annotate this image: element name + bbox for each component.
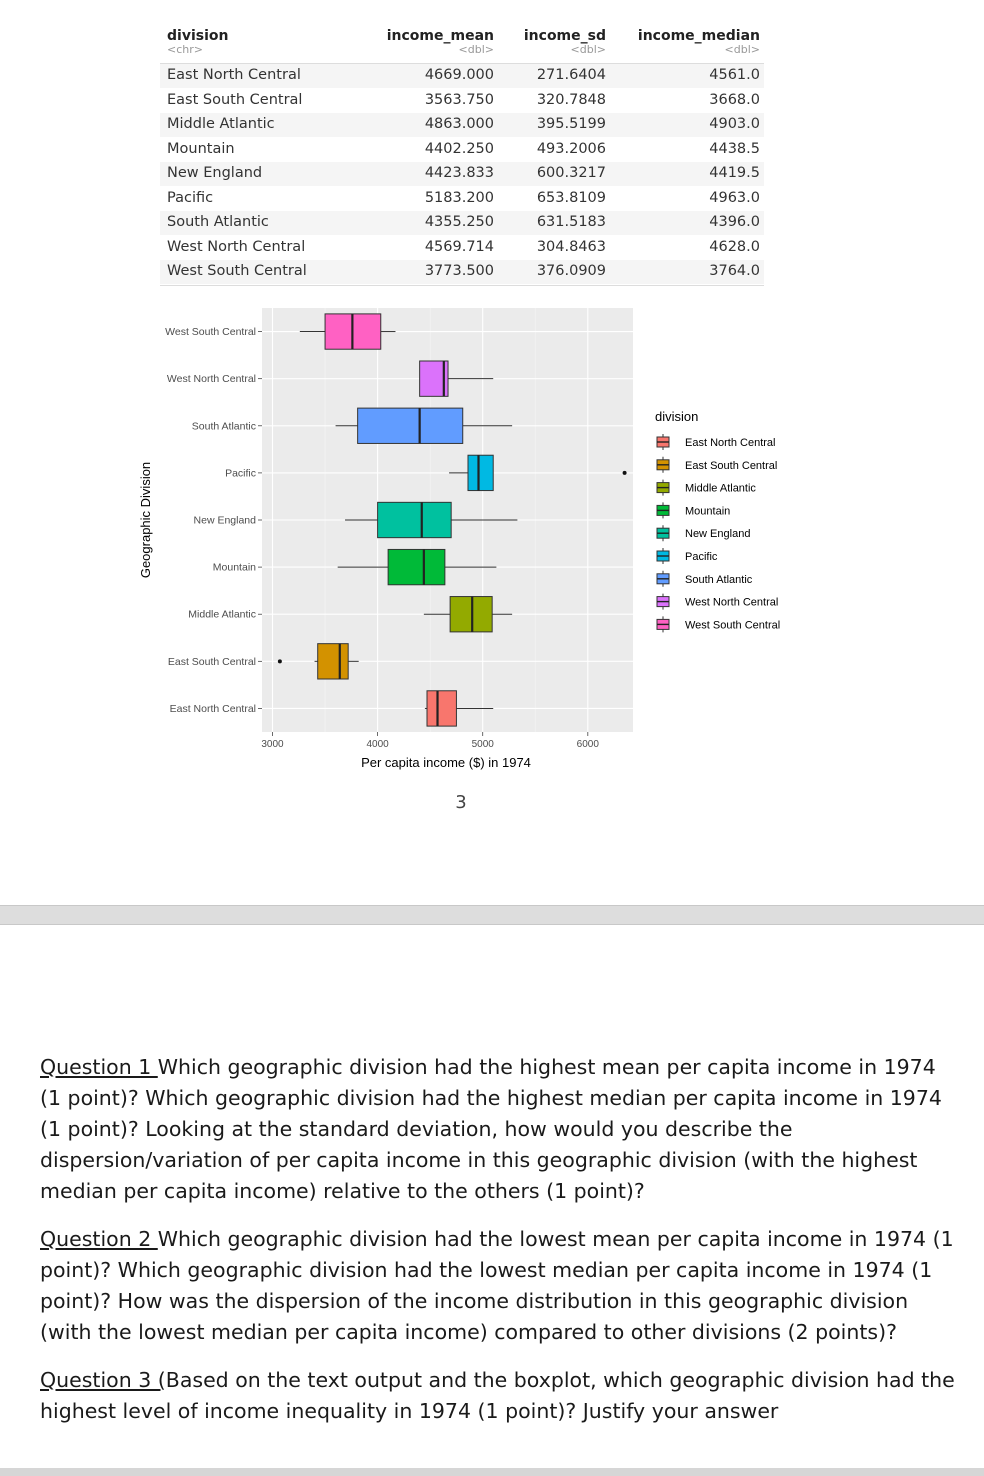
- y-tick-label: East South Central: [167, 655, 256, 668]
- box-iqr: [468, 455, 493, 490]
- header-income-mean-type: <dbl>: [458, 43, 494, 56]
- legend-item: [657, 571, 753, 587]
- y-axis-title: Geographic Division: [138, 461, 153, 579]
- table-row: [160, 113, 764, 137]
- table-row: [160, 260, 764, 284]
- y-tick-labels: [165, 326, 262, 715]
- cell-division: Pacific: [167, 189, 214, 206]
- x-axis-title: Per capita income ($) in 1974: [361, 755, 531, 770]
- cell-income-median: 4419.5: [709, 165, 760, 181]
- question-1-text: Which geographic division had the highest mean per capita income in 1974 (1 point)? Which geographic division had the highest median per capita income in 1974 (1 point)? Looking at the standard deviation, how would you describe the dispersion/variation of per capita income in this geographic division (with the highest median per capita income) relative to the others (1 point)?: [40, 1055, 942, 1203]
- header-income-mean: income_mean: [386, 28, 494, 44]
- cell-income-mean: 4863.000: [424, 116, 494, 132]
- boxplot-chart: [0, 300, 984, 780]
- legend-label: West North Central: [685, 596, 779, 609]
- cell-income-median: 4396.0: [709, 214, 760, 230]
- cell-division: West North Central: [167, 238, 306, 255]
- header-income-median: income_median: [637, 28, 760, 44]
- question-3: [40, 1365, 960, 1427]
- page-number: 3: [455, 792, 467, 813]
- cell-income-mean: 3563.750: [424, 91, 494, 108]
- cell-income-sd: 320.7848: [536, 91, 606, 108]
- cell-income-sd: 631.5183: [536, 214, 606, 230]
- question-2: [40, 1224, 960, 1348]
- box-iqr: [378, 502, 452, 537]
- cell-division: West South Central: [167, 263, 307, 279]
- table-row: [160, 89, 764, 113]
- question-3-label: Question 3 (: [40, 1368, 166, 1392]
- x-tick-label: 4000: [366, 739, 389, 750]
- cell-income-median: 3764.0: [709, 263, 760, 279]
- legend: [657, 434, 780, 632]
- question-1: [40, 1052, 960, 1207]
- cell-income-mean: 5183.200: [424, 189, 494, 206]
- question-2-label: Question 2: [40, 1227, 158, 1251]
- cell-income-mean: 3773.500: [424, 263, 494, 279]
- legend-label: Middle Atlantic: [685, 482, 756, 495]
- y-tick-label: New England: [193, 514, 256, 527]
- page-bottom-edge: [0, 1468, 984, 1476]
- legend-item: [657, 525, 750, 541]
- cell-income-mean: 4669.000: [424, 67, 494, 83]
- legend-label: West South Central: [685, 619, 781, 632]
- header-income-median-type: <dbl>: [724, 43, 760, 56]
- question-1-label: Question 1: [40, 1055, 158, 1079]
- question-2-text: Which geographic division had the lowest mean per capita income in 1974 (1 point)? Which geographic division had the lowest median per capita income in 1974 (1 point)? How was the dispersion of the income distribution in this geographic division (with the lowest median per capita income) compared to other divisions (2 points)?: [40, 1227, 954, 1344]
- question-3-text: Based on the text output and the boxplot, which geographic division had the highest level of income inequality in 1974 (1 point)? Justify your answer: [40, 1368, 955, 1423]
- legend-title: division: [655, 409, 699, 424]
- cell-income-mean: 4423.833: [424, 165, 494, 181]
- box-iqr: [358, 408, 463, 443]
- x-tick-label: 3000: [261, 739, 284, 750]
- cell-income-median: 3668.0: [709, 91, 760, 108]
- y-tick-label: Middle Atlantic: [188, 608, 256, 621]
- cell-income-sd: 600.3217: [536, 165, 606, 181]
- legend-label: New England: [685, 528, 751, 541]
- table-row: [160, 138, 764, 162]
- header-division-type: <chr>: [167, 43, 203, 56]
- outlier-point: [278, 659, 282, 663]
- cell-income-sd: 376.0909: [536, 263, 606, 279]
- outlier-point: [623, 471, 627, 475]
- header-income-sd: income_sd: [523, 28, 606, 44]
- cell-income-mean: 4402.250: [424, 140, 494, 157]
- cell-division: New England: [167, 165, 263, 181]
- table-row: [160, 64, 764, 88]
- cell-income-mean: 4569.714: [424, 238, 494, 255]
- legend-item: [657, 457, 777, 473]
- cell-division: Mountain: [167, 140, 235, 157]
- cell-division: South Atlantic: [167, 214, 269, 230]
- y-tick-label: Mountain: [212, 561, 256, 574]
- header-division: division: [167, 28, 229, 44]
- legend-item: [657, 594, 778, 610]
- cell-income-sd: 304.8463: [536, 238, 606, 255]
- legend-label: South Atlantic: [685, 573, 753, 586]
- table-row: [160, 187, 764, 211]
- cell-income-median: 4438.5: [709, 140, 760, 157]
- legend-item: [657, 548, 718, 564]
- box-iqr: [388, 549, 445, 584]
- y-tick-label: West North Central: [166, 373, 256, 386]
- legend-item: [657, 434, 775, 450]
- cell-income-median: 4628.0: [709, 238, 760, 255]
- header-income-sd-type: <dbl>: [570, 43, 606, 56]
- x-tick-label: 6000: [576, 739, 599, 750]
- y-tick-label: Pacific: [225, 467, 256, 480]
- legend-label: East North Central: [685, 437, 776, 449]
- page-separator: [0, 905, 984, 925]
- cell-income-sd: 395.5199: [536, 116, 606, 132]
- cell-division: East South Central: [167, 91, 303, 108]
- legend-label: East South Central: [685, 459, 778, 472]
- legend-item: [657, 502, 730, 518]
- cell-division: East North Central: [167, 67, 301, 83]
- cell-income-sd: 653.8109: [536, 189, 606, 206]
- cell-income-sd: 493.2006: [536, 140, 606, 157]
- box-iqr: [427, 691, 456, 726]
- cell-income-sd: 271.6404: [536, 67, 606, 83]
- legend-item: [657, 616, 780, 632]
- cell-division: Middle Atlantic: [167, 116, 275, 132]
- table-row: [160, 211, 764, 235]
- y-tick-label: West South Central: [165, 326, 256, 339]
- y-tick-label: South Atlantic: [191, 420, 256, 433]
- table-bottom-border: [160, 285, 764, 286]
- cell-income-median: 4561.0: [709, 67, 760, 83]
- legend-label: Pacific: [685, 551, 718, 563]
- y-tick-label: East North Central: [169, 702, 256, 715]
- x-tick-labels: [261, 732, 599, 750]
- cell-income-mean: 4355.250: [424, 214, 494, 230]
- table-row: [160, 162, 764, 186]
- legend-item: [657, 480, 756, 496]
- cell-income-median: 4903.0: [709, 116, 760, 132]
- questions-section: [40, 1052, 960, 1444]
- x-tick-label: 5000: [471, 739, 494, 750]
- legend-label: Mountain: [685, 505, 731, 518]
- box-iqr: [318, 644, 348, 679]
- cell-income-median: 4963.0: [709, 189, 760, 206]
- table-row: [160, 236, 764, 260]
